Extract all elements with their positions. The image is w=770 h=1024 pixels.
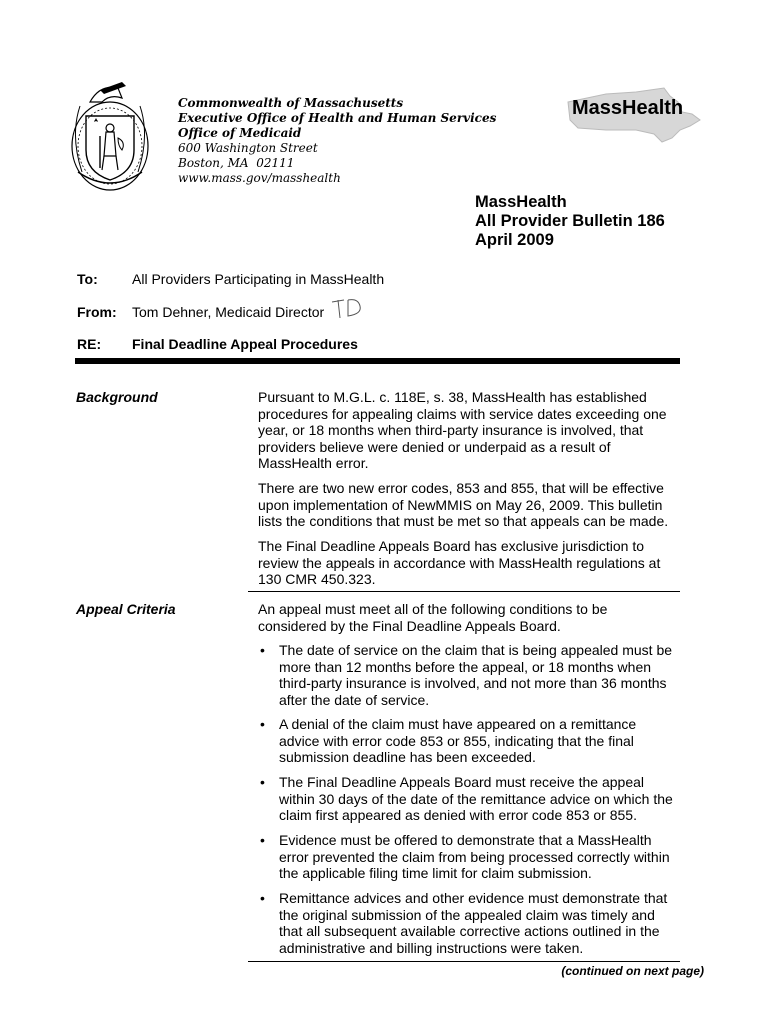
- criteria-intro: An appeal must meet all of the following conditions to be considered by the Final Deadline Appeals Board.: [258, 601, 608, 634]
- from-label: From:: [77, 304, 117, 320]
- handwritten-initials: [330, 296, 374, 320]
- masshealth-logo: [566, 80, 702, 148]
- agency-sub-office: Office of Medicaid: [178, 126, 302, 140]
- to-label: To:: [77, 271, 98, 287]
- background-paragraph-3: The Final Deadline Appeals Board has exclusive jurisdiction to review the appeals in accordance with MassHealth regulations at 130 CMR 450.323.: [258, 538, 661, 587]
- criteria-bullet-5: Remittance advices and other evidence must demonstrate that the original submission of the appealed claim was timely and that all subsequent available corrective actions outlined in the administrative and billing instructions were taken.: [279, 890, 668, 956]
- criteria-bullet-3: The Final Deadline Appeals Board must receive the appeal within 30 days of the date of the remittance advice on which the claim first appeared as denied with error code 853 or 855.: [279, 774, 673, 823]
- bulletin-date: April 2009: [475, 231, 554, 249]
- commonwealth-seal: [60, 76, 160, 194]
- footer-divider: [248, 961, 680, 962]
- bulletin-program: MassHealth: [475, 193, 567, 211]
- agency-name: Commonwealth of Massachusetts: [178, 96, 404, 110]
- bullet-marker: •: [260, 642, 265, 658]
- address-street: 600 Washington Street: [178, 141, 318, 155]
- background-paragraph-2: There are two new error codes, 853 and 855, that will be effective upon implementation of NewMMIS on May 26, 2009. This bulletin lists the conditions that must be met so that appeals can be made.: [258, 480, 669, 529]
- header-divider: [75, 358, 680, 364]
- bullet-marker: •: [260, 774, 265, 790]
- criteria-bullet-4: Evidence must be offered to demonstrate that a MassHealth error prevented the claim from being processed correctly within the applicable filing time limit for claim submission.: [279, 832, 670, 881]
- background-heading: Background: [76, 389, 158, 405]
- section-divider: [248, 591, 680, 592]
- bullet-marker: •: [260, 832, 265, 848]
- agency-office: Executive Office of Health and Human Services: [178, 111, 497, 125]
- address-website: www.mass.gov/masshealth: [178, 171, 341, 185]
- address-city: Boston, MA 02111: [178, 156, 295, 170]
- criteria-heading: Appeal Criteria: [76, 601, 176, 617]
- bulletin-number: All Provider Bulletin 186: [475, 212, 665, 230]
- background-paragraph-1: Pursuant to M.G.L. c. 118E, s. 38, MassHealth has established procedures for appealing claims with service dates exceeding one year, or 18 months when third-party insurance is involved, that providers believe were denied or underpaid as a result of MassHealth error.: [258, 389, 667, 471]
- bullet-marker: •: [260, 890, 265, 906]
- from-value: Tom Dehner, Medicaid Director: [132, 304, 325, 320]
- criteria-bullet-2: A denial of the claim must have appeared on a remittance advice with error code 853 or 855, indicating that the final submission deadline has been exceeded.: [279, 716, 637, 765]
- masshealth-logo-text: MassHealth: [572, 97, 684, 119]
- re-value: Final Deadline Appeal Procedures: [132, 336, 358, 352]
- re-label: RE:: [77, 336, 102, 352]
- criteria-bullet-1: The date of service on the claim that is being appealed must be more than 12 months before the appeal, or 18 months when third-party insurance is involved, and not more than 36 months after the date of service.: [279, 642, 673, 708]
- continued-note: (continued on next page): [561, 964, 704, 978]
- to-value: All Providers Participating in MassHealth: [132, 271, 385, 287]
- bullet-marker: •: [260, 716, 265, 732]
